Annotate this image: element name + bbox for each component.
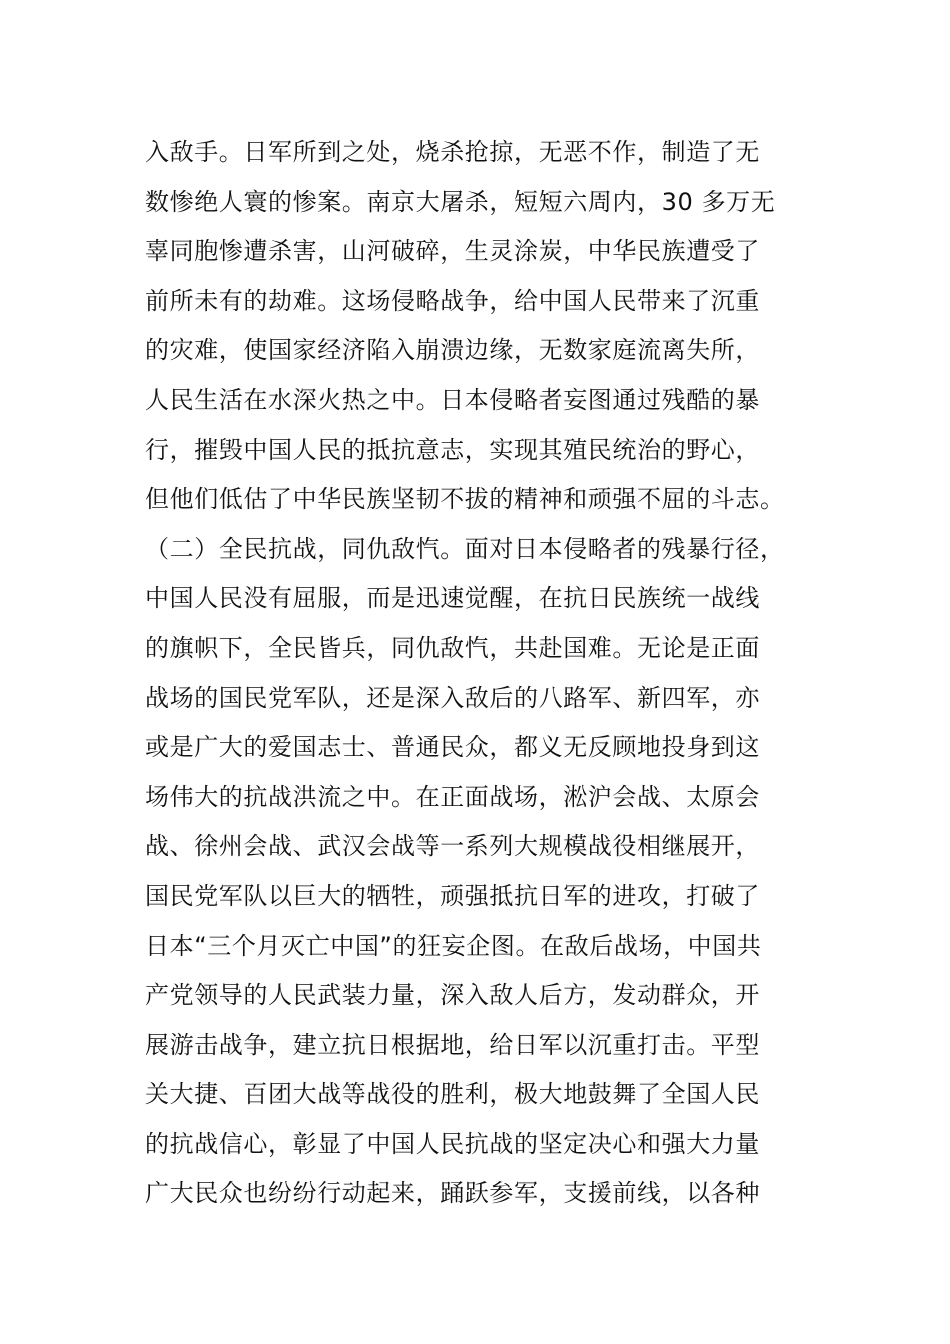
text-line: 人民生活在水深火热之中。日本侵略者妄图通过残酷的暴 bbox=[145, 385, 760, 414]
text-line: 战场的国民党军队，还是深入敌后的八路军、新四军，亦 bbox=[145, 683, 760, 712]
text-line: 日本“三个月灭亡中国”的狂妄企图。在敌后战场，中国共 bbox=[145, 931, 762, 960]
text-line: 前所未有的劫难。这场侵略战争，给中国人民带来了沉重 bbox=[145, 286, 760, 315]
text-line: 场伟大的抗战洪流之中。在正面战场，淞沪会战、太原会 bbox=[145, 782, 760, 811]
text-line: 关大捷、百团大战等战役的胜利，极大地鼓舞了全国人民 bbox=[145, 1080, 760, 1109]
text-line: 国民党军队以巨大的牺牲，顽强抵抗日军的进攻，打破了 bbox=[145, 881, 760, 910]
text-line: 或是广大的爱国志士、普通民众，都义无反顾地投身到这 bbox=[145, 733, 760, 762]
text-line: 的抗战信心，彰显了中国人民抗战的坚定决心和强大力量 bbox=[145, 1129, 760, 1158]
text-line: 中国人民没有屈服，而是迅速觉醒，在抗日民族统一战线 bbox=[145, 584, 760, 613]
text-line: 入敌手。日军所到之处，烧杀抢掠，无恶不作，制造了无 bbox=[145, 138, 760, 166]
text-line: 的旗帜下，全民皆兵，同仇敌忾，共赴国难。无论是正面 bbox=[145, 633, 760, 662]
text-line: 战、徐州会战、武汉会战等一系列大规模战役相继展开， bbox=[145, 832, 760, 861]
text-line: 的灾难，使国家经济陷入崩溃边缘，无数家庭流离失所， bbox=[145, 336, 760, 365]
text-line: 行，摧毁中国人民的抵抗意志，实现其殖民统治的野心， bbox=[145, 435, 760, 464]
text-line: 辜同胞惨遭杀害，山河破碎，生灵涂炭，中华民族遭受了 bbox=[145, 237, 760, 266]
text-line: 产党领导的人民武装力量，深入敌人后方，发动群众，开 bbox=[145, 981, 760, 1010]
body-text bbox=[145, 128, 835, 1219]
section-heading-line: （二）全民抗战，同仇敌忾。面对日本侵略者的残暴行径， bbox=[145, 534, 785, 563]
text-line: 展游击战争，建立抗日根据地，给日军以沉重打击。平型 bbox=[145, 1030, 760, 1059]
text-line: 广大民众也纷纷行动起来，踊跃参军，支援前线，以各种 bbox=[145, 1179, 760, 1208]
text-line: 数惨绝人寰的惨案。南京大屠杀，短短六周内，30 多万无 bbox=[145, 187, 776, 216]
text-line: 但他们低估了中华民族坚韧不拔的精神和顽强不屈的斗志。 bbox=[145, 485, 785, 514]
